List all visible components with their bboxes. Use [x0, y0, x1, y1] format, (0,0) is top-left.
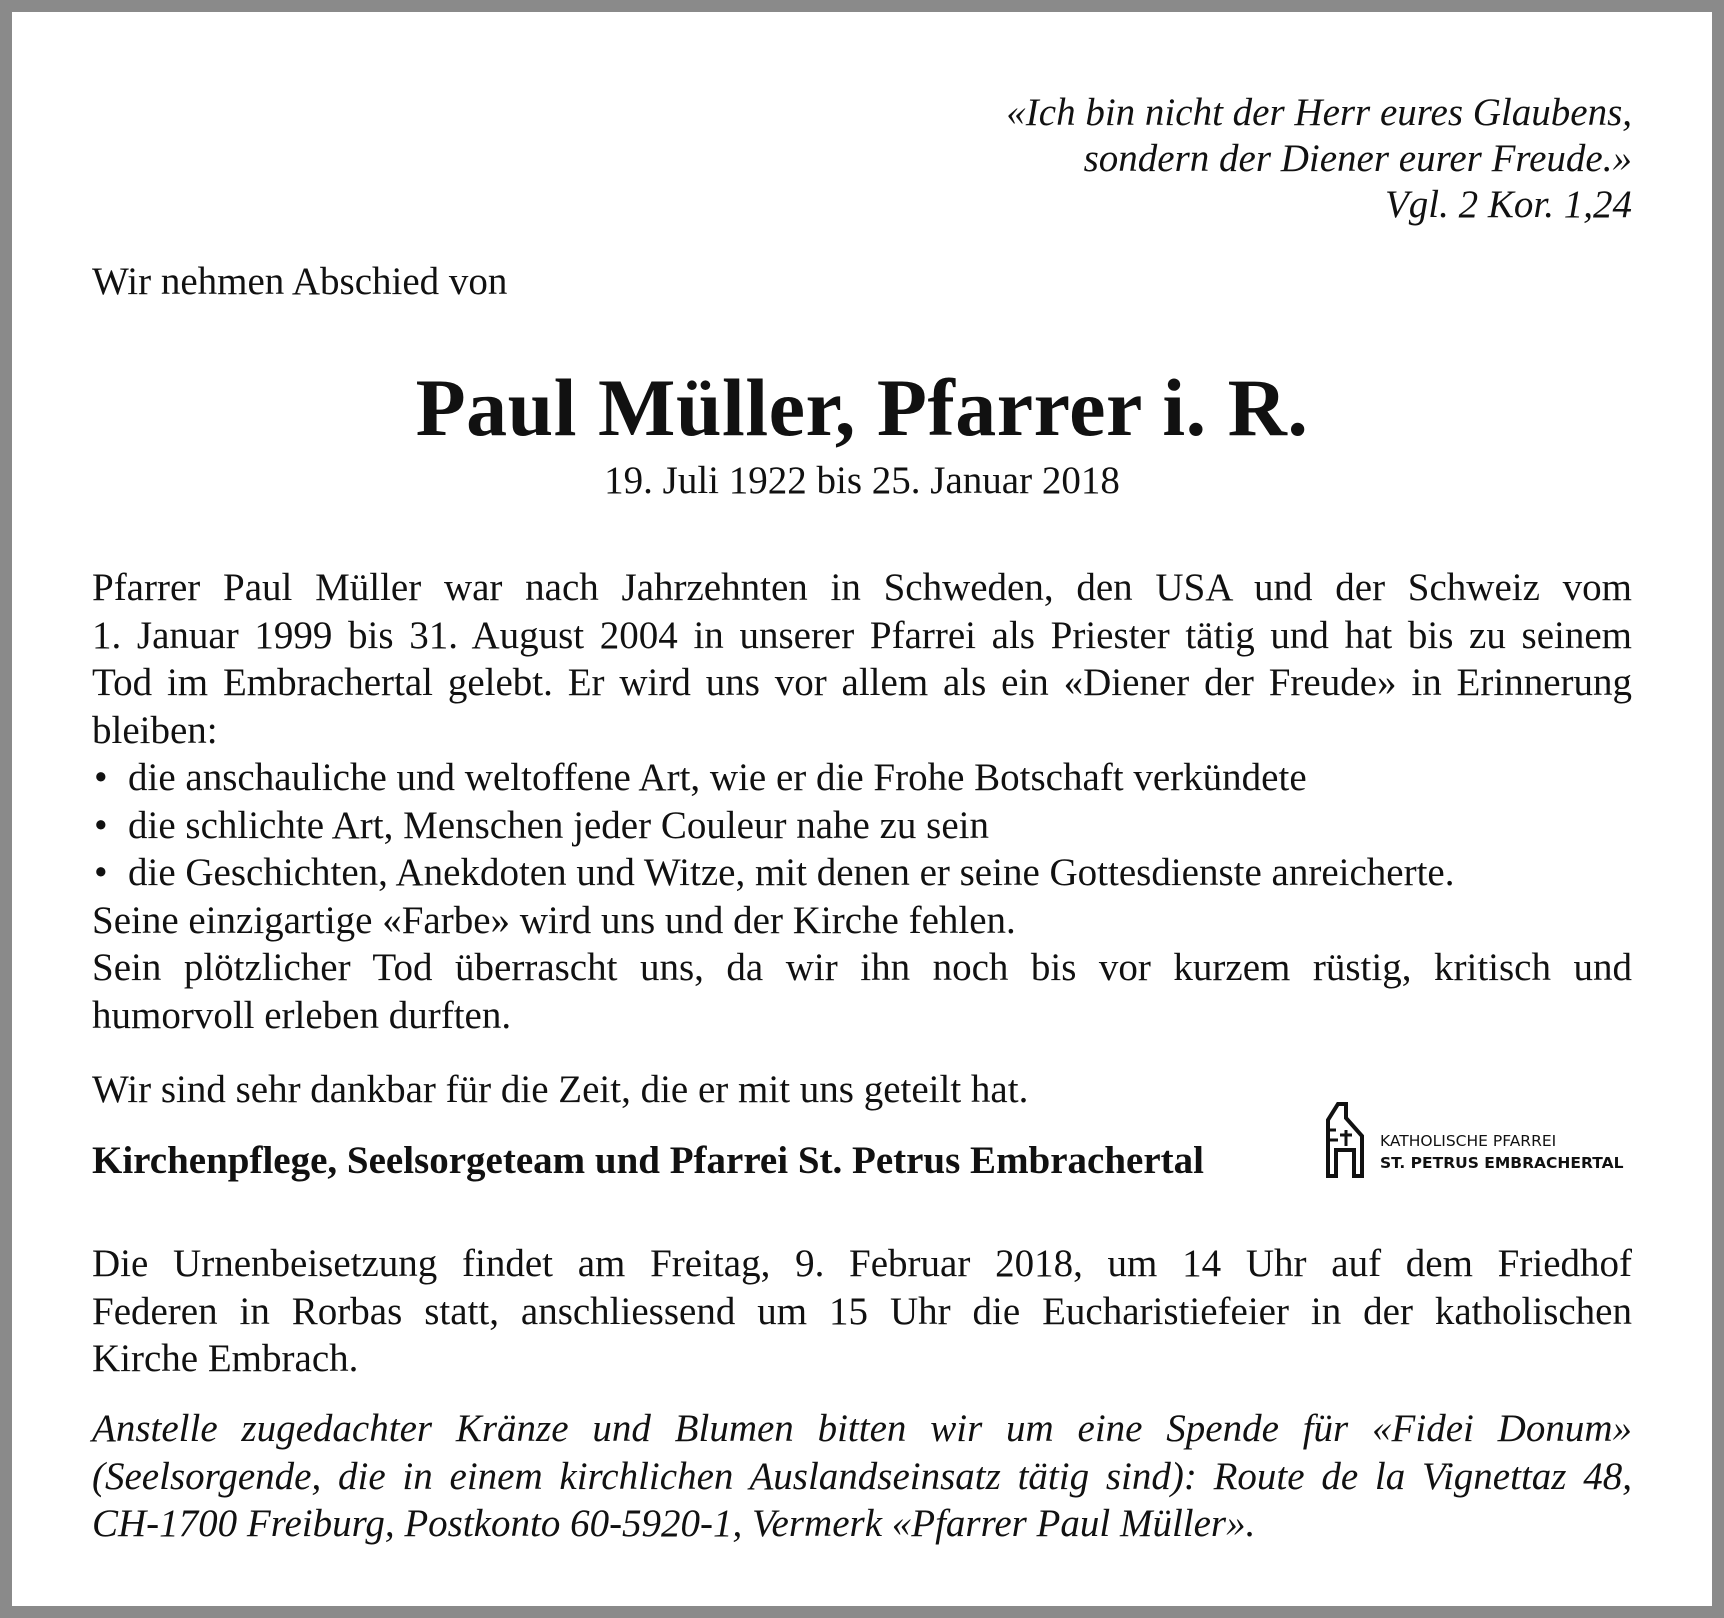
list-item-text: die schlichte Art, Menschen jeder Couleur nahe zu sein: [128, 803, 989, 847]
donation-line: CH-1700 Freiburg, Postkonto 60-5920-1, Vermerk «Pfarrer Paul Müller».: [92, 1502, 1256, 1545]
quote-line-2: sondern der Diener eurer Freude.»: [1083, 137, 1632, 180]
burial-line: Federen in Rorbas statt, anschliessend um 15 Uhr die Eucharistiefeier in der katholischen: [92, 1289, 1632, 1333]
list-item: [92, 849, 1632, 897]
quote-line-1: «Ich bin nicht der Herr eures Glaubens,: [1006, 91, 1632, 134]
list-item: [92, 802, 1632, 850]
tribute-line: Pfarrer Paul Müller war nach Jahrzehnten in Schweden, den USA und der Schweiz vom: [92, 566, 1632, 609]
tribute-line: bleiben:: [92, 708, 218, 752]
intro-text: Wir nehmen Abschied von: [92, 260, 508, 303]
death-line: humorvoll erleben durften.: [92, 993, 512, 1037]
donation-notice: [92, 1405, 1632, 1548]
donation-line: Anstelle zugedachter Kränze und Blumen bitten wir um eine Spende für «Fidei Donum»: [92, 1407, 1632, 1450]
deceased-name: Paul Müller, Pfarrer i. R.: [415, 362, 1309, 453]
logo-line-2: ST. PETRUS EMBRACHERTAL: [1380, 1154, 1624, 1172]
bible-quote: [732, 90, 1632, 228]
list-item-text: die anschauliche und weltoffene Art, wie er die Frohe Botschaft verkündete: [128, 756, 1307, 799]
bullet-icon: •: [94, 803, 108, 847]
bullet-icon: •: [94, 756, 108, 799]
list-item-text: die Geschichten, Anekdoten und Witze, mit denen er seine Gottesdienste anreicherte.: [128, 851, 1455, 894]
logo-text: [1380, 1130, 1623, 1174]
bullet-icon: •: [94, 851, 108, 894]
colour-line: Seine einzigartige «Farbe» wird uns und der Kirche fehlen.: [92, 898, 1016, 942]
church-icon: [1324, 1100, 1368, 1178]
signature: Kirchenpflege, Seelsorgeteam und Pfarrei St. Petrus Embrachertal: [92, 1139, 1204, 1182]
death-line: Sein plötzlicher Tod überrascht uns, da wir ihn noch bis vor kurzem rüstig, kritisch und: [92, 946, 1632, 989]
burial-line: Die Urnenbeisetzung findet am Freitag, 9. Februar 2018, um 14 Uhr auf dem Friedhof: [92, 1242, 1632, 1285]
obituary-page: [12, 12, 1712, 1606]
tribute-text: [92, 564, 1632, 1039]
tribute-line: 1. Januar 1999 bis 31. August 2004 in unserer Pfarrei als Priester tätig und hat bis zu seinem: [92, 613, 1632, 657]
tribute-bullet-list: [92, 754, 1632, 897]
thanks-text: Wir sind sehr dankbar für die Zeit, die er mit uns geteilt hat.: [92, 1068, 1029, 1111]
quote-reference: Vgl. 2 Kor. 1,24: [1384, 183, 1632, 226]
burial-line: Kirche Embrach.: [92, 1337, 359, 1380]
donation-line: (Seelsorgende, die in einem kirchlichen Auslandseinsatz tätig sind): Route de la Vignettaz 48,: [92, 1454, 1632, 1498]
burial-notice: [92, 1240, 1632, 1383]
logo-line-1: KATHOLISCHE PFARREI: [1380, 1132, 1557, 1150]
life-dates: 19. Juli 1922 bis 25. Januar 2018: [604, 459, 1120, 502]
tribute-line: Tod im Embrachertal gelebt. Er wird uns vor allem als ein «Diener der Freude» in Erinnerung: [92, 661, 1632, 704]
list-item: [92, 754, 1632, 802]
parish-logo: [1324, 1100, 1634, 1180]
